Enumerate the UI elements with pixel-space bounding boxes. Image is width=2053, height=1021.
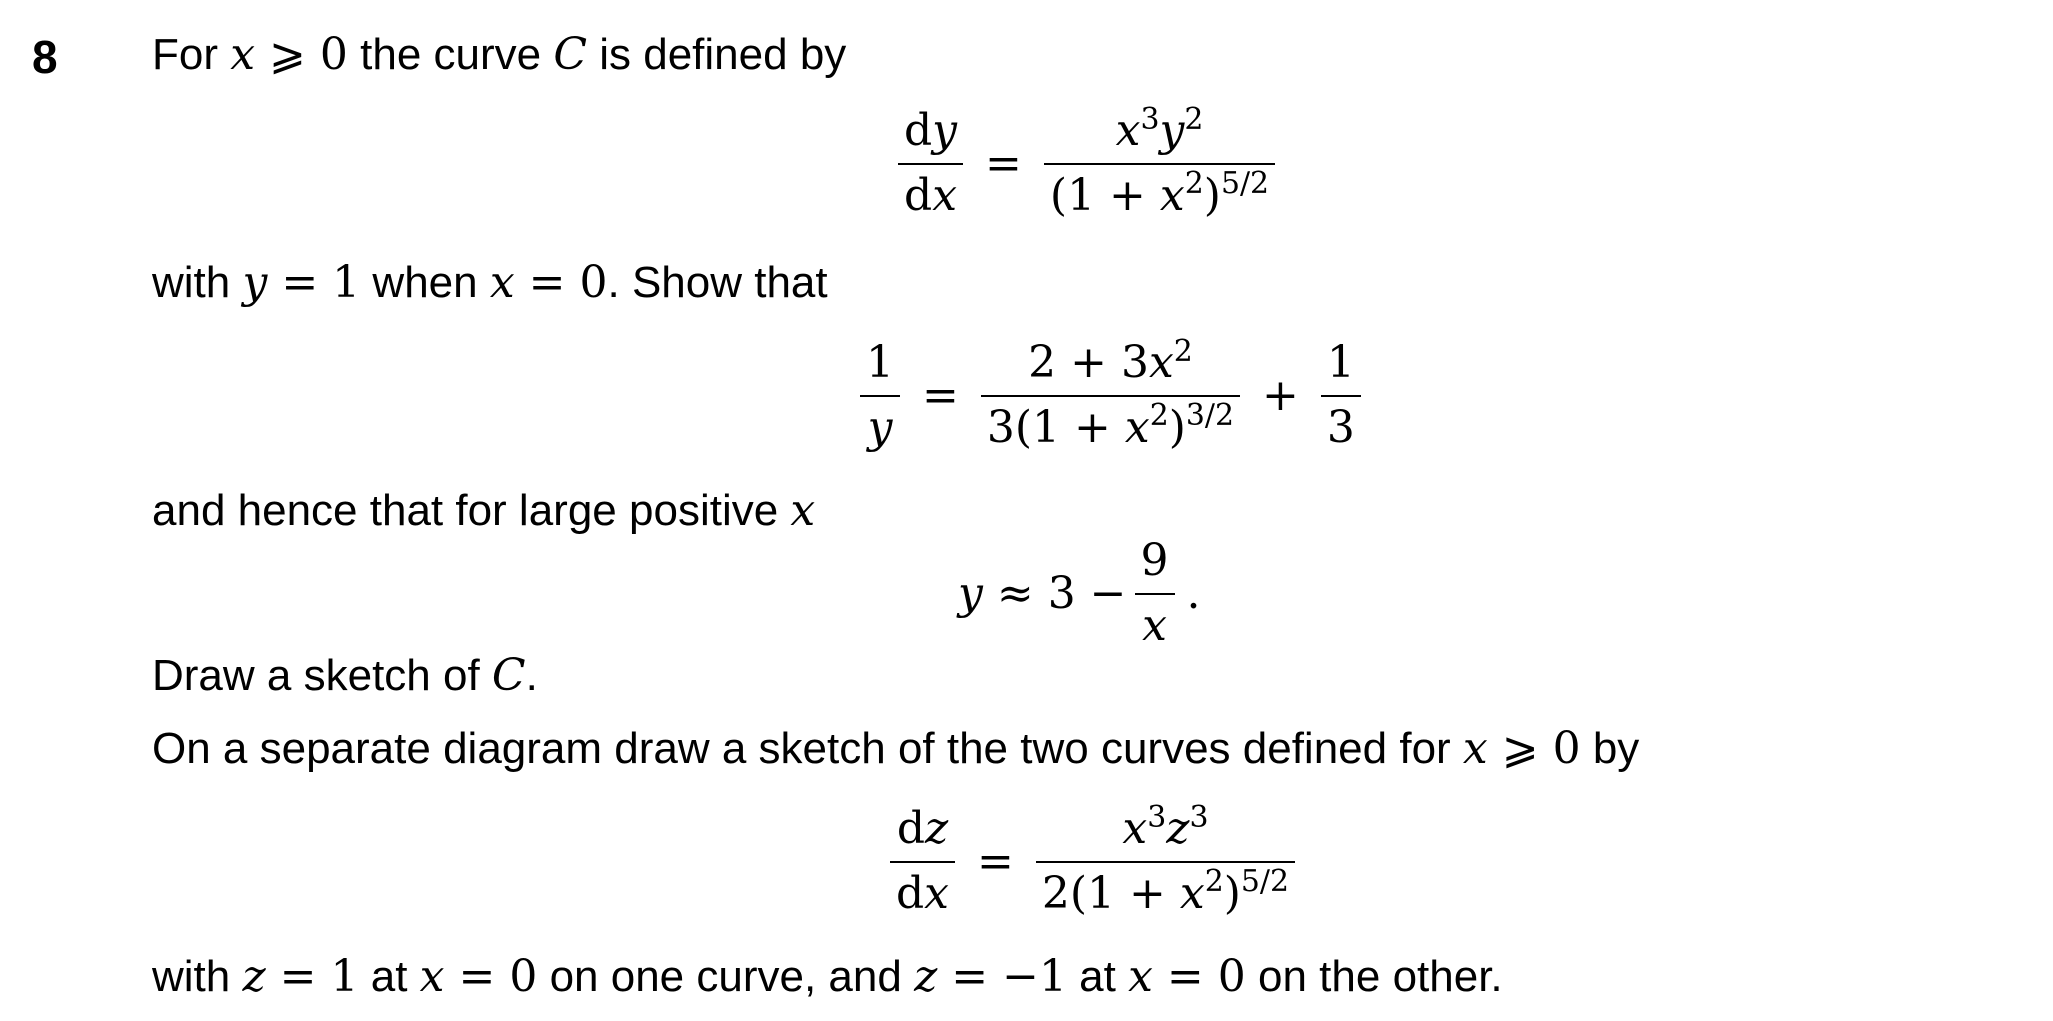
math-var: z — [242, 951, 266, 1002]
math-var: x — [1462, 723, 1488, 774]
text-fragment: is defined by — [587, 30, 847, 79]
text-fragment: with — [152, 258, 243, 307]
math-fragment: = −1 — [937, 951, 1067, 1002]
differential-equation-z: $\frac{dz}{dx}$ = $\frac{x^3z^3}{2(1 + x^2)^{5/2}}$ — [882, 804, 1303, 919]
math-fragment: ⩾ 0 — [255, 29, 348, 80]
math-fragment: = 0 — [514, 257, 608, 308]
condition-line — [152, 257, 828, 308]
text-fragment: For — [152, 30, 231, 79]
math-fragment: = 0 — [444, 951, 538, 1002]
math-fragment: ⩾ 0 — [1487, 723, 1581, 774]
text-fragment: . Show that — [607, 258, 828, 307]
asymptotic-equation: y ≈ 3 − $\frac{9}{x}$ . — [958, 535, 1201, 651]
text-fragment: the curve — [347, 30, 554, 79]
one-over-y-fraction: $\frac{1}{y}$ — [860, 338, 900, 453]
math-var: x — [1128, 951, 1153, 1002]
math-fragment: = 1 — [265, 951, 359, 1002]
math-var: x — [790, 485, 816, 536]
math-var: C — [491, 650, 526, 701]
initial-conditions-line — [152, 951, 1503, 1002]
math-var: C — [553, 29, 588, 80]
math-fragment: = 1 — [267, 257, 361, 308]
text-fragment: . — [525, 651, 538, 700]
dy-dx-fraction: $\frac{dy}{dx}$ — [898, 106, 963, 221]
solution-equation: $\frac{1}{y}$ = $\frac{2 + 3x^2}{3(1 + x^2)^{3/2}}$ + $\frac{1}{3}$ — [852, 338, 1369, 453]
text-fragment: when — [360, 258, 490, 307]
text-fragment: Draw a sketch of — [152, 651, 492, 700]
text-fragment: on the other. — [1245, 952, 1503, 1001]
text-fragment: and hence that for large positive — [152, 486, 791, 535]
math-var: x — [489, 257, 515, 308]
text-fragment: at — [358, 952, 420, 1001]
dz-dx-fraction: $\frac{dz}{dx}$ — [890, 804, 955, 919]
sketch-instruction — [152, 650, 538, 701]
differential-equation-y: $\frac{dy}{dx}$ = $\frac{x^3y^2}{(1 + x^2)^{5/2}}$ — [890, 106, 1283, 221]
intro-line — [152, 29, 847, 80]
text-fragment: with — [152, 952, 243, 1001]
math-var: z — [914, 951, 938, 1002]
rhs-fraction: $\frac{x^3y^2}{(1 + x^2)^{5/2}}$ — [1044, 106, 1275, 221]
math-fragment: = 0 — [1152, 951, 1246, 1002]
hence-line — [152, 485, 816, 536]
text-fragment: by — [1580, 724, 1640, 773]
nine-over-x-fraction: $\frac{9}{x}$ — [1135, 536, 1175, 651]
rhs-fraction-z: $\frac{x^3z^3}{2(1 + x^2)^{5/2}}$ — [1036, 804, 1295, 919]
text-fragment: on one curve, and — [537, 952, 915, 1001]
text-fragment: at — [1066, 952, 1129, 1001]
question-number: 8 — [32, 31, 58, 83]
math-var: x — [419, 951, 445, 1002]
math-var: x — [230, 29, 256, 80]
one-third-fraction: $\frac{1}{3}$ — [1321, 338, 1361, 453]
separate-diagram-instruction — [152, 723, 1640, 774]
main-fraction: $\frac{2 + 3x^2}{3(1 + x^2)^{3/2}}$ — [981, 338, 1240, 453]
text-fragment: On a separate diagram draw a sketch of the two curves defined for — [152, 724, 1463, 773]
math-var: y — [242, 257, 268, 308]
